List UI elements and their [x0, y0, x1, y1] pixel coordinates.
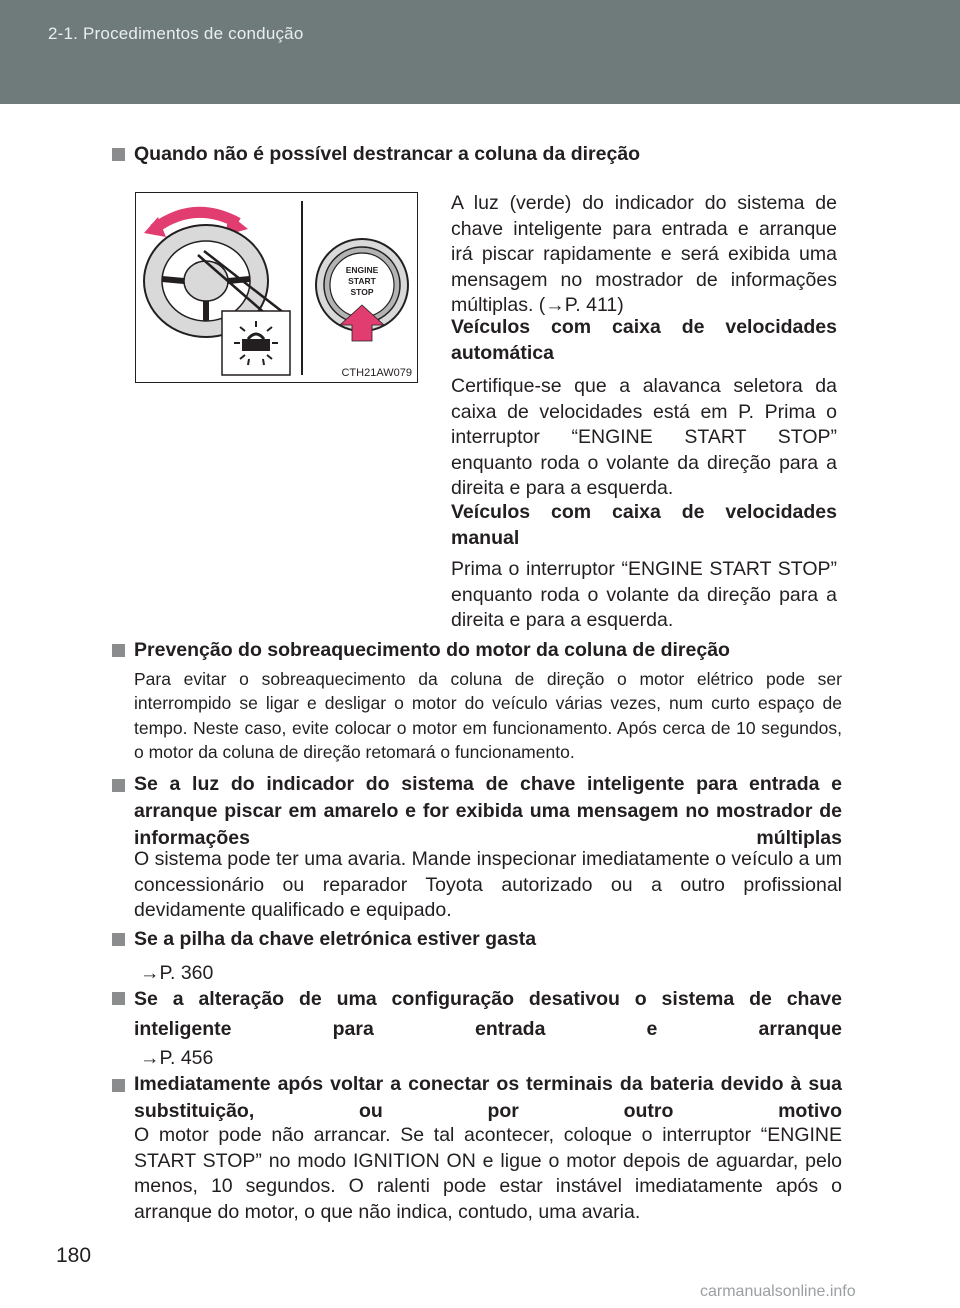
- section-text: O sistema pode ter uma avaria. Mande inspecionar imediatamente o veículo a um concessionário ou reparador Toyota autorizado ou a outro profissional devidamente qualificado e equipado.: [134, 848, 842, 921]
- section-bullet: [112, 779, 125, 792]
- section-heading: Se a pilha da chave eletrónica estiver gasta: [134, 928, 537, 950]
- section-text: O motor pode não arrancar. Se tal acontecer, coloque o interruptor “ENGINE START STOP” no modo IGNITION ON e ligue o motor depois de aguardar, pelo menos, 10 segundos. O ralenti pode estar instável imediatamente após o arranque do motor, o que não indica, contudo, uma avaria.: [134, 1124, 842, 1223]
- section-text: Para evitar o sobreaquecimento da coluna de direção o motor elétrico pode ser interrompido se ligar e desligar o motor do veículo várias vezes, num curto espaço de tempo. Neste caso, evite colocar o motor em funcionamento. Após cerca de 10 segundos, o motor da coluna de direção retomará o funcionamento.: [134, 669, 842, 762]
- section-heading: Quando não é possível destrancar a coluna da direção: [134, 143, 641, 165]
- page-reference: →P. 456: [140, 1047, 214, 1069]
- section-bullet: [112, 148, 125, 161]
- subsection-text-automatic: Certifique-se que a alavanca seletora da caixa de velocidades está em P. Prima o interruptor “ENGINE START STOP” enquanto roda o volante da direção para a direita e para a esquerda.: [451, 375, 837, 499]
- section-bullet: [112, 933, 125, 946]
- button-line-start: START: [348, 276, 376, 286]
- page-reference: →P. 360: [140, 962, 214, 984]
- section-heading: Prevenção do sobreaquecimento do motor da coluna de direção: [134, 639, 730, 661]
- figure-code: CTH21AW079: [341, 367, 412, 379]
- section-bullet: [112, 992, 125, 1005]
- steering-lock-illustration: [135, 192, 418, 383]
- subsection-text-manual: Prima o interruptor “ENGINE START STOP” enquanto roda o volante da direção para a direita e para a esquerda.: [451, 558, 837, 631]
- section-heading: Imediatamente após voltar a conectar os terminais da bateria devido à sua substituição, ou por outro motivo: [134, 1073, 842, 1122]
- subsection-title-automatic: Veículos com caixa de velocidades automática: [451, 316, 837, 364]
- button-line-engine: ENGINE: [345, 265, 379, 275]
- button-line-stop: STOP: [350, 287, 374, 297]
- chapter-title: 2-1. Procedimentos de condução: [48, 24, 304, 43]
- section-intro-text: A luz (verde) do indicador do sistema de chave inteligente para entrada e arranque irá piscar rapidamente e será exibida uma mensagem no mostrador de informações múltiplas. (→P. 411): [451, 192, 837, 316]
- watermark: carmanualsonline.info: [700, 1283, 856, 1300]
- section-heading: Se a luz do indicador do sistema de chave inteligente para entrada e arranque piscar em amarelo e for exibida uma mensagem no mostrador de informações múltiplas: [134, 773, 842, 849]
- section-bullet: [112, 644, 125, 657]
- subsection-title-manual: Veículos com caixa de velocidades manual: [451, 501, 837, 549]
- page-number: 180: [56, 1244, 92, 1267]
- section-heading: Se a alteração de uma configuração desativou o sistema de chave inteligente para entrada e arranque: [134, 988, 842, 1040]
- section-bullet: [112, 1079, 125, 1092]
- page-header: [0, 0, 960, 104]
